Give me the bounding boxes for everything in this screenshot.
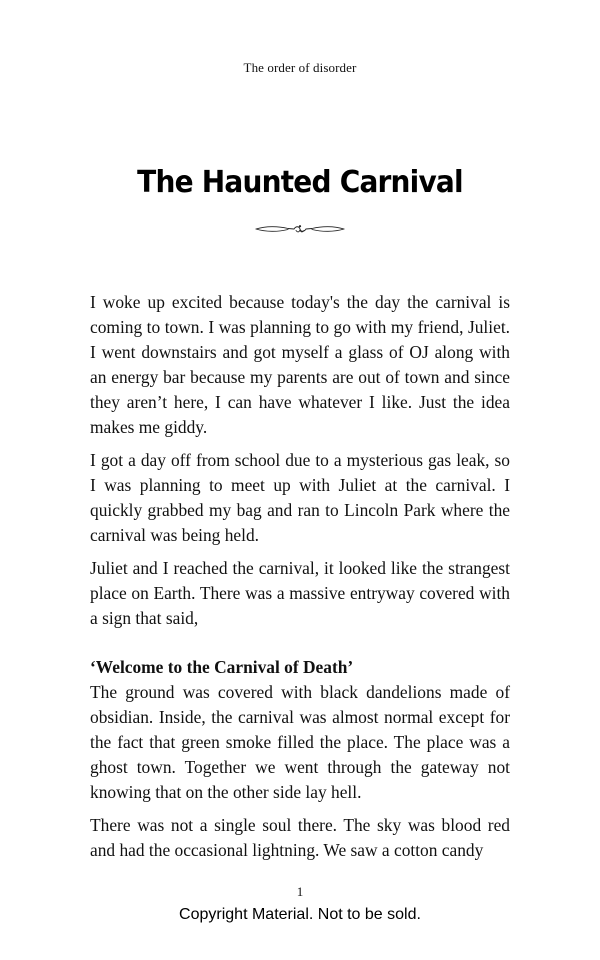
chapter-title: The Haunted Carnival <box>137 163 463 200</box>
carnival-sign-text: ‘Welcome to the Carnival of Death’ <box>90 657 354 677</box>
story-paragraph-1: I woke up excited because today's the day the carnival is coming to town. I was planning to go with my friend, Juliet. I went downstairs and got myself a glass of OJ along with an energy bar because my parents are out of town and since they aren’t here, I can have whatever I like. Just the idea makes me giddy. <box>90 292 510 437</box>
flourish-divider-icon <box>250 222 350 236</box>
page-number: 1 <box>296 884 304 899</box>
story-paragraph-5: There was not a single soul there. The sky was blood red and had the occasional lightning. We saw a cotton candy <box>90 815 510 860</box>
story-paragraph-2: I got a day off from school due to a mysterious gas leak, so I was planning to meet up with Juliet at the carnival. I quickly grabbed my bag and ran to Lincoln Park where the carnival was being held. <box>90 450 510 545</box>
story-paragraph-3: Juliet and I reached the carnival, it looked like the strangest place on Earth. There was a massive entryway covered with a sign that said, <box>90 558 510 628</box>
story-paragraph-4: The ground was covered with black dandelions made of obsidian. Inside, the carnival was almost normal except for the fact that green smoke filled the place. The place was a ghost town. Together we went through the gateway not knowing that on the other side lay hell. <box>90 682 510 802</box>
copyright-notice: Copyright Material. Not to be sold. <box>179 906 421 923</box>
story-body <box>90 290 510 871</box>
running-header: The order of disorder <box>243 60 357 75</box>
